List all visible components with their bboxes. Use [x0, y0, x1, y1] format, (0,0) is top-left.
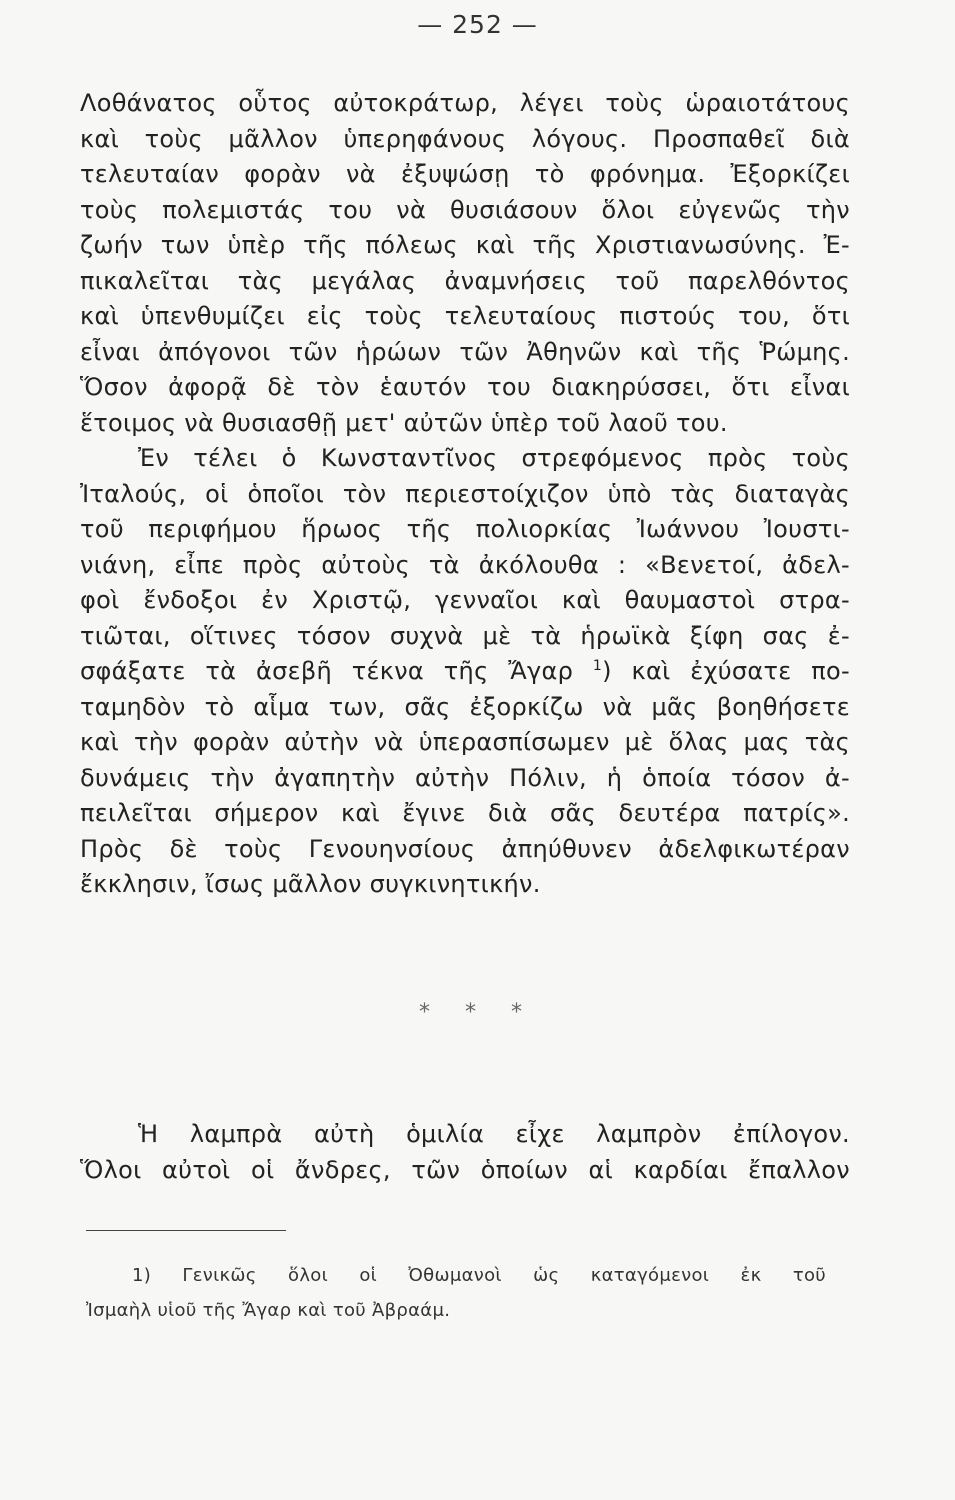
text-line: Ὅσον ἀφορᾷ δὲ τὸν ἑαυτόν του διακηρύσσει, ὅτι εἶναι	[80, 373, 850, 401]
footnote-rule	[86, 1230, 286, 1231]
text-line: τοὺς πολεμιστάς του νὰ θυσιάσουν ὅλοι εὐγενῶς τὴν	[80, 195, 850, 224]
text-line: Ἐν τέλει ὁ Κωνσταντῖνος στρεφόμενος πρὸς τοὺς	[138, 444, 850, 472]
page-number: — 252 —	[417, 10, 538, 39]
footnotes	[86, 1258, 826, 1328]
text-line: τελευταίαν φορὰν νὰ ἐξυψώσῃ τὸ φρόνημα. Ἐξορκίζει	[80, 160, 850, 188]
text-line: εἶναι ἀπόγονοι τῶν ἡρώων τῶν Ἀθηνῶν καὶ τῆς Ῥώμης.	[80, 337, 850, 366]
following-paragraph	[80, 1117, 850, 1188]
footnote-line: 1) Γενικῶς ὅλοι οἱ Ὀθωμανοὶ ὡς καταγόμενοι ἐκ τοῦ	[132, 1265, 826, 1286]
text-line: ἔκκλησιν, ἴσως μᾶλλον συγκινητικήν.	[80, 870, 541, 898]
text-line: καὶ τὴν φορὰν αὐτὴν νὰ ὑπερασπίσωμεν μὲ ὅλας μας τὰς	[80, 728, 850, 756]
text-line: Λοθάνατος οὗτος αὐτοκράτωρ, λέγει τοὺς ὡραιοτάτους	[80, 89, 850, 117]
text-line-head: σφάξατε τὰ ἀσεβῆ τέκνα τῆς Ἄγαρ	[80, 657, 574, 685]
text-line: τιῶται, οἵτινες τόσον συχνὰ μὲ τὰ ἡρωϊκὰ ξίφη σας ἐ-	[80, 621, 850, 650]
text-line: ταμηδὸν τὸ αἷμα των, σᾶς ἐξορκίζω νὰ μᾶς βοηθήσετε	[80, 692, 850, 721]
text-line-with-footnote	[80, 654, 850, 690]
section-separator: * * *	[419, 1000, 536, 1025]
footnote-marker: 1	[592, 658, 603, 674]
text-line: Πρὸς δὲ τοὺς Γενουηνσίους ἀπηύθυνεν ἀδελφικωτέραν	[80, 834, 850, 863]
text-line: καὶ ὑπενθυμίζει εἰς τοὺς τελευταίους πιστούς του, ὅτι	[80, 302, 850, 330]
text-line: πικαλεῖται τὰς μεγάλας ἀναμνήσεις τοῦ παρελθόντος	[80, 266, 850, 295]
footnote-line: Ἰσμαὴλ υἱοῦ τῆς Ἄγαρ καὶ τοῦ Ἀβραάμ.	[86, 1300, 451, 1321]
text-line: φοὶ ἔνδοξοι ἐν Χριστῷ, γενναῖοι καὶ θαυμαστοὶ στρα-	[80, 586, 850, 614]
text-line: νιάνη, εἶπε πρὸς αὐτοὺς τὰ ἀκόλουθα : «Βενετοί, ἀδελ-	[80, 550, 850, 579]
text-line: δυνάμεις τὴν ἀγαπητὴν αὐτὴν Πόλιν, ἡ ὁποία τόσον ἀ-	[80, 763, 850, 792]
main-paragraphs	[80, 86, 850, 903]
text-line-tail: ) καὶ ἐχύσατε πο-	[602, 657, 850, 685]
text-line: Ἡ λαμπρὰ αὐτὴ ὁμιλία εἶχε λαμπρὸν ἐπίλογον.	[138, 1120, 850, 1148]
text-line: ἕτοιμος νὰ θυσιασθῇ μετ' αὐτῶν ὑπὲρ τοῦ λαοῦ του.	[80, 408, 728, 437]
text-line: καὶ τοὺς μᾶλλον ὑπερηφάνους λόγους. Προσπαθεῖ διὰ	[80, 124, 850, 153]
text-line: τοῦ περιφήμου ἥρωος τῆς πολιορκίας Ἰωάννου Ἰουστι-	[80, 515, 850, 543]
text-line: Ἰταλούς, οἱ ὁποῖοι τὸν περιεστοίχιζον ὑπὸ τὰς διαταγὰς	[80, 479, 850, 508]
text-line: ζωήν των ὑπὲρ τῆς πόλεως καὶ τῆς Χριστιανωσύνης. Ἐ-	[80, 231, 850, 259]
text-line: πειλεῖται σήμερον καὶ ἔγινε διὰ σᾶς δευτέρα πατρίς».	[80, 799, 850, 827]
text-line: Ὅλοι αὐτοὶ οἱ ἄνδρες, τῶν ὁποίων αἱ καρδίαι ἔπαλλον	[80, 1155, 850, 1184]
